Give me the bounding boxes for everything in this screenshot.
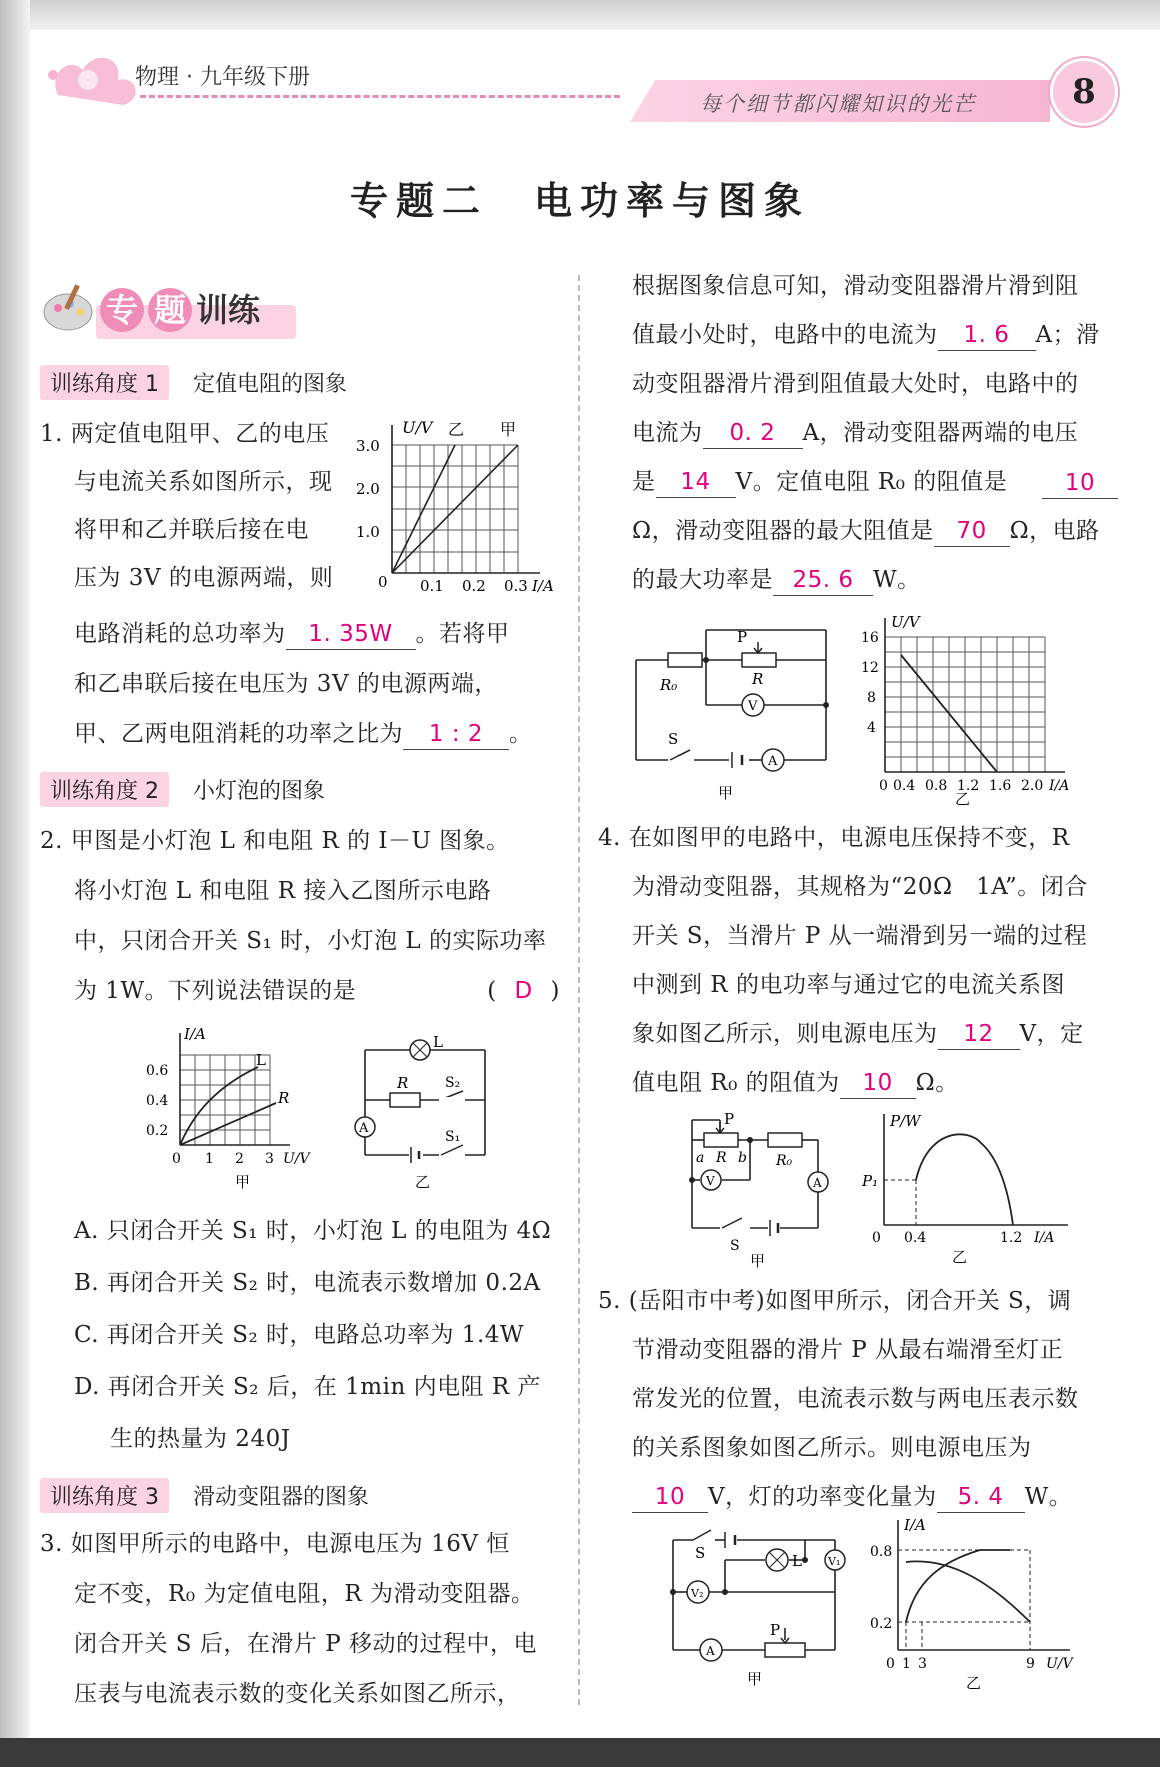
page-title: 专题二 电功率与图象 — [349, 178, 810, 223]
special-training-badge — [100, 285, 260, 332]
badge-char-2: 题 — [148, 288, 192, 332]
q1-text: 甲、乙两电阻消耗的功率之比为 — [74, 721, 403, 747]
q1-text: 。若将甲 — [415, 621, 510, 647]
q1-text: 。 — [509, 721, 533, 747]
q3-line-2: 定不变，R₀ 为定值电阻，R 为滑动变阻器。 — [74, 1581, 535, 1607]
y-tick: 0.4 — [146, 1093, 169, 1109]
q3-right-line-7 — [632, 556, 921, 605]
origin: 0 — [879, 778, 888, 794]
power-curve — [916, 1134, 1013, 1225]
column-divider — [578, 275, 580, 1705]
q5-line-1: 5. (岳阳市中考)如图甲所示，闭合开关 S，调 — [598, 1288, 1072, 1314]
q5-answer-2: 5. 4 — [937, 1482, 1025, 1513]
q3-line-3: 闭合开关 S 后，在滑片 P 移动的过程中，电 — [74, 1631, 537, 1657]
q5-line-2: 节滑动变阻器的滑片 P 从最右端滑至灯正 — [632, 1337, 1064, 1363]
y-tick: 4 — [867, 720, 876, 736]
q3-text: Ω，滑动变阻器的最大阻值是 — [632, 518, 934, 544]
palette-icon — [40, 280, 96, 336]
resistor-icon — [390, 1093, 420, 1107]
q3-text: V。定值电阻 R₀ 的阻值是 — [735, 469, 1008, 495]
caption: 甲 — [718, 784, 734, 802]
origin: 0 — [378, 573, 388, 591]
y-tick: 8 — [867, 690, 876, 706]
q2-line-4 — [74, 967, 564, 1016]
label-R: R — [716, 1150, 727, 1166]
section-title: 滑动变阻器的图象 — [193, 1485, 370, 1510]
figure-3-ui-graph — [855, 612, 1100, 807]
q4-line-5 — [632, 1010, 1084, 1059]
q2-option-c: C. 再闭合开关 S₂ 时，电路总功率为 1.4W — [74, 1322, 525, 1348]
q2-answer-bracket — [487, 967, 560, 1016]
r0-resistor-icon — [668, 653, 702, 667]
q3-right-line-5 — [632, 458, 1118, 507]
label-P: P — [770, 1621, 781, 1639]
y-label: U/V — [402, 418, 433, 437]
q5-answer-1: 10 — [632, 1482, 708, 1513]
q3-right-line-2 — [632, 311, 1100, 360]
q4-line-4: 中测到 R 的电功率与通过它的电流关系图 — [632, 972, 1065, 998]
q3-text: 值最小处时，电路中的电流为 — [632, 322, 938, 348]
x-label: U/V — [283, 1151, 310, 1167]
q3-answer-3: 14 — [656, 467, 736, 498]
origin: 0 — [886, 1656, 895, 1672]
figure-5-iu-graph — [870, 1512, 1090, 1692]
q4-line-1: 4. 在如图甲的电路中，电源电压保持不变，R — [598, 825, 1070, 851]
y-label: P/W — [890, 1112, 921, 1130]
q1-text: 电路消耗的总功率为 — [74, 621, 286, 647]
x-tick: 3 — [918, 1656, 927, 1672]
x-tick: 0.1 — [420, 577, 444, 595]
label-A: A — [813, 1176, 822, 1190]
q3-answer-5: 70 — [934, 516, 1010, 547]
header-motto: 每个细节都闪耀知识的光芒 — [700, 92, 976, 116]
q3-text: W。 — [873, 567, 921, 593]
q2-option-b: B. 再闭合开关 S₂ 时，电流表示数增加 0.2A — [74, 1270, 541, 1296]
label-S: S — [695, 1544, 706, 1562]
x-tick: 3 — [265, 1151, 274, 1167]
label-V2: V₂ — [691, 1587, 704, 1600]
book-title: 物理 · 九年级下册 — [135, 65, 310, 90]
flower-ornament-icon — [38, 45, 148, 115]
page-number: 8 — [1050, 58, 1118, 126]
q3-text: A；滑 — [1035, 322, 1100, 348]
section-heading-2 — [40, 772, 325, 807]
x-label: U/V — [1046, 1656, 1073, 1672]
y-tick: 0.6 — [146, 1063, 169, 1079]
line-R — [180, 1103, 276, 1145]
q4-line-6 — [632, 1059, 959, 1108]
bracket-open: ( — [487, 978, 497, 1004]
q3-right-line-4 — [632, 409, 1078, 458]
section-heading-3 — [40, 1478, 369, 1513]
label-S: S — [668, 730, 679, 748]
label-P: P — [737, 628, 748, 646]
section-tag: 训练角度 3 — [40, 1478, 169, 1513]
q4-answer-2: 10 — [840, 1068, 916, 1099]
q2-answer: D — [514, 978, 533, 1004]
y-tick: 12 — [861, 660, 879, 676]
q4-line-3: 开关 S，当滑片 P 从一端滑到另一端的过程 — [632, 923, 1088, 949]
label-R0: R₀ — [660, 676, 678, 694]
label-a: a — [696, 1150, 705, 1166]
x-tick: 0.4 — [904, 1230, 927, 1246]
label-V: V — [706, 1174, 715, 1188]
rheostat-icon — [765, 1643, 805, 1657]
q2-line-2: 将小灯泡 L 和电阻 R 接入乙图所示电路 — [74, 878, 492, 904]
y-tick: 3.0 — [356, 437, 380, 455]
label-R: R — [278, 1089, 290, 1107]
label-S: S — [730, 1238, 740, 1254]
origin: 0 — [872, 1230, 881, 1246]
q1-line-3: 将甲和乙并联后接在电 — [74, 517, 309, 543]
q2-option-d: D. 再闭合开关 S₂ 后，在 1min 内电阻 R 产 — [74, 1374, 542, 1400]
q3-line-1: 3. 如图甲所示的电路中，电源电压为 16V 恒 — [40, 1531, 510, 1557]
label-L: L — [792, 1552, 802, 1570]
q3-line-4: 压表与电流表示数的变化关系如图乙所示， — [74, 1681, 521, 1707]
q5-line-3: 常发光的位置，电流表示数与两电压表示数 — [632, 1386, 1079, 1412]
badge-rest: 训练 — [196, 291, 261, 329]
bracket-close: ) — [550, 978, 560, 1004]
x-tick: 9 — [1026, 1656, 1035, 1672]
x-tick: 2.0 — [1021, 778, 1044, 794]
y-tick: 16 — [861, 630, 879, 646]
series-yi: 乙 — [448, 420, 465, 439]
x-tick: 1.6 — [989, 778, 1012, 794]
caption: 甲 — [235, 1173, 251, 1191]
label-R: R — [397, 1074, 409, 1092]
label-P: P — [724, 1110, 735, 1128]
q3-text: 电流为 — [632, 420, 703, 446]
q1-line-4: 压为 3V 的电源两端，则 — [74, 565, 334, 591]
origin: 0 — [172, 1151, 181, 1167]
q5-line-4: 的关系图象如图乙所示。则电源电压为 — [632, 1435, 1032, 1461]
caption: 乙 — [415, 1173, 431, 1191]
q3-right-line-3: 动变阻器滑片滑到阻值最大处时，电路中的 — [632, 371, 1079, 397]
badge-char-1: 专 — [100, 288, 144, 332]
label-P1: P₁ — [862, 1172, 879, 1190]
q3-text: Ω，电路 — [1009, 518, 1100, 544]
label-A: A — [706, 1644, 715, 1658]
curve-L — [180, 1067, 258, 1145]
q3-right-line-1: 根据图象信息可知，滑动变阻器滑片滑到阻 — [632, 273, 1079, 299]
series-jia: 甲 — [500, 420, 517, 439]
figure-4-circuit — [680, 1110, 840, 1270]
x-tick: 0.2 — [462, 577, 486, 595]
q1-line-7 — [74, 710, 533, 759]
label-A: A — [359, 1121, 369, 1136]
q2-option-d-cont: 生的热量为 240J — [110, 1426, 291, 1452]
label-R: R — [752, 670, 764, 688]
x-tick: 1 — [205, 1151, 214, 1167]
q1-answer-1: 1. 35W — [286, 619, 416, 650]
q2-option-a: A. 只闭合开关 S₁ 时，小灯泡 L 的电阻为 4Ω — [74, 1218, 552, 1244]
section-title: 定值电阻的图象 — [193, 372, 348, 397]
q1-line-2: 与电流关系如图所示，现 — [74, 469, 333, 495]
section-tag: 训练角度 2 — [40, 772, 169, 807]
q2-line-1: 2. 甲图是小灯泡 L 和电阻 R 的 I－U 图象。 — [40, 828, 510, 854]
bottom-bar — [0, 1738, 1160, 1767]
q3-text: 是 — [632, 469, 656, 495]
y-tick: 2.0 — [356, 480, 380, 498]
x-tick: 1 — [902, 1656, 911, 1672]
page-shadow-left — [0, 0, 30, 1767]
q4-line-2: 为滑动变阻器，其规格为“20Ω 1A”。闭合 — [632, 874, 1088, 900]
x-label: I/A — [1049, 778, 1070, 794]
curve-v2 — [906, 1561, 1030, 1622]
label-S2: S₂ — [445, 1075, 461, 1091]
label-b: b — [738, 1150, 747, 1166]
x-tick: 1.2 — [957, 778, 980, 794]
q3-text: A，滑动变阻器两端的电压 — [802, 420, 1079, 446]
section-tag: 训练角度 1 — [40, 365, 169, 400]
q3-answer-6: 25. 6 — [773, 565, 873, 596]
x-tick: 2 — [235, 1151, 244, 1167]
label-A: A — [768, 754, 778, 769]
header-dash-line — [140, 95, 620, 98]
label-S1: S₁ — [445, 1129, 461, 1145]
q5-text: V，灯的功率变化量为 — [708, 1484, 937, 1510]
y-tick: 1.0 — [356, 523, 380, 541]
q4-text: 值电阻 R₀ 的阻值为 — [632, 1070, 840, 1096]
q4-text: Ω。 — [915, 1070, 959, 1096]
q3-answer-4: 10 — [1042, 468, 1118, 499]
page-shadow-top — [0, 0, 1160, 30]
caption: 乙 — [955, 790, 971, 807]
figure-2-iu-graph — [140, 1025, 320, 1195]
q4-text: 象如图乙所示，则电源电压为 — [632, 1021, 938, 1047]
figure-2-circuit — [345, 1025, 505, 1195]
q1-line-5 — [74, 610, 510, 659]
y-tick: 0.8 — [870, 1544, 893, 1560]
x-tick: 0.4 — [893, 778, 916, 794]
caption: 甲 — [747, 1670, 763, 1688]
caption: 乙 — [966, 1674, 982, 1692]
section-title: 小灯泡的图象 — [193, 779, 326, 804]
x-tick: 1.2 — [1000, 1230, 1023, 1246]
label-L: L — [433, 1033, 443, 1051]
figure-3-circuit — [630, 620, 840, 805]
q5-text: W。 — [1024, 1484, 1073, 1510]
y-label: U/V — [891, 613, 920, 631]
q3-answer-2: 0. 2 — [703, 418, 803, 449]
q3-answer-1: 1. 6 — [938, 320, 1036, 351]
q3-text: 的最大功率是 — [632, 567, 773, 593]
label-V1: V₁ — [828, 1555, 841, 1568]
x-tick: 0.3 — [504, 577, 528, 595]
x-tick: 0.8 — [925, 778, 948, 794]
label-V: V — [748, 699, 758, 714]
q4-answer-1: 12 — [938, 1019, 1020, 1050]
y-tick: 0.2 — [146, 1123, 169, 1139]
q2-line-3: 中，只闭合开关 S₁ 时，小灯泡 L 的实际功率 — [74, 928, 547, 954]
figure-4-pi-graph — [858, 1108, 1088, 1268]
q4-text: V，定 — [1019, 1021, 1084, 1047]
q1-answer-2: 1 : 2 — [403, 719, 509, 750]
q3-right-line-6 — [632, 507, 1100, 556]
x-label: I/A — [1034, 1230, 1055, 1246]
q1-line-1: 1. 两定值电阻甲、乙的电压 — [40, 421, 330, 447]
caption: 乙 — [952, 1248, 968, 1266]
y-tick: 0.2 — [870, 1616, 893, 1632]
label-R0: R₀ — [776, 1153, 793, 1169]
caption: 甲 — [750, 1252, 766, 1270]
rheostat-icon — [742, 653, 776, 667]
q2-text: 为 1W。下列说法错误的是 — [74, 978, 357, 1004]
y-label: I/A — [184, 1025, 206, 1043]
q1-line-6: 和乙串联后接在电压为 3V 的电源两端， — [74, 671, 498, 697]
x-label: I/A — [532, 577, 554, 595]
label-L: L — [256, 1051, 266, 1069]
section-heading-1 — [40, 365, 347, 400]
figure-5-circuit — [665, 1520, 855, 1690]
figure-1-uv-graph — [350, 415, 570, 595]
y-label: I/A — [904, 1516, 926, 1534]
